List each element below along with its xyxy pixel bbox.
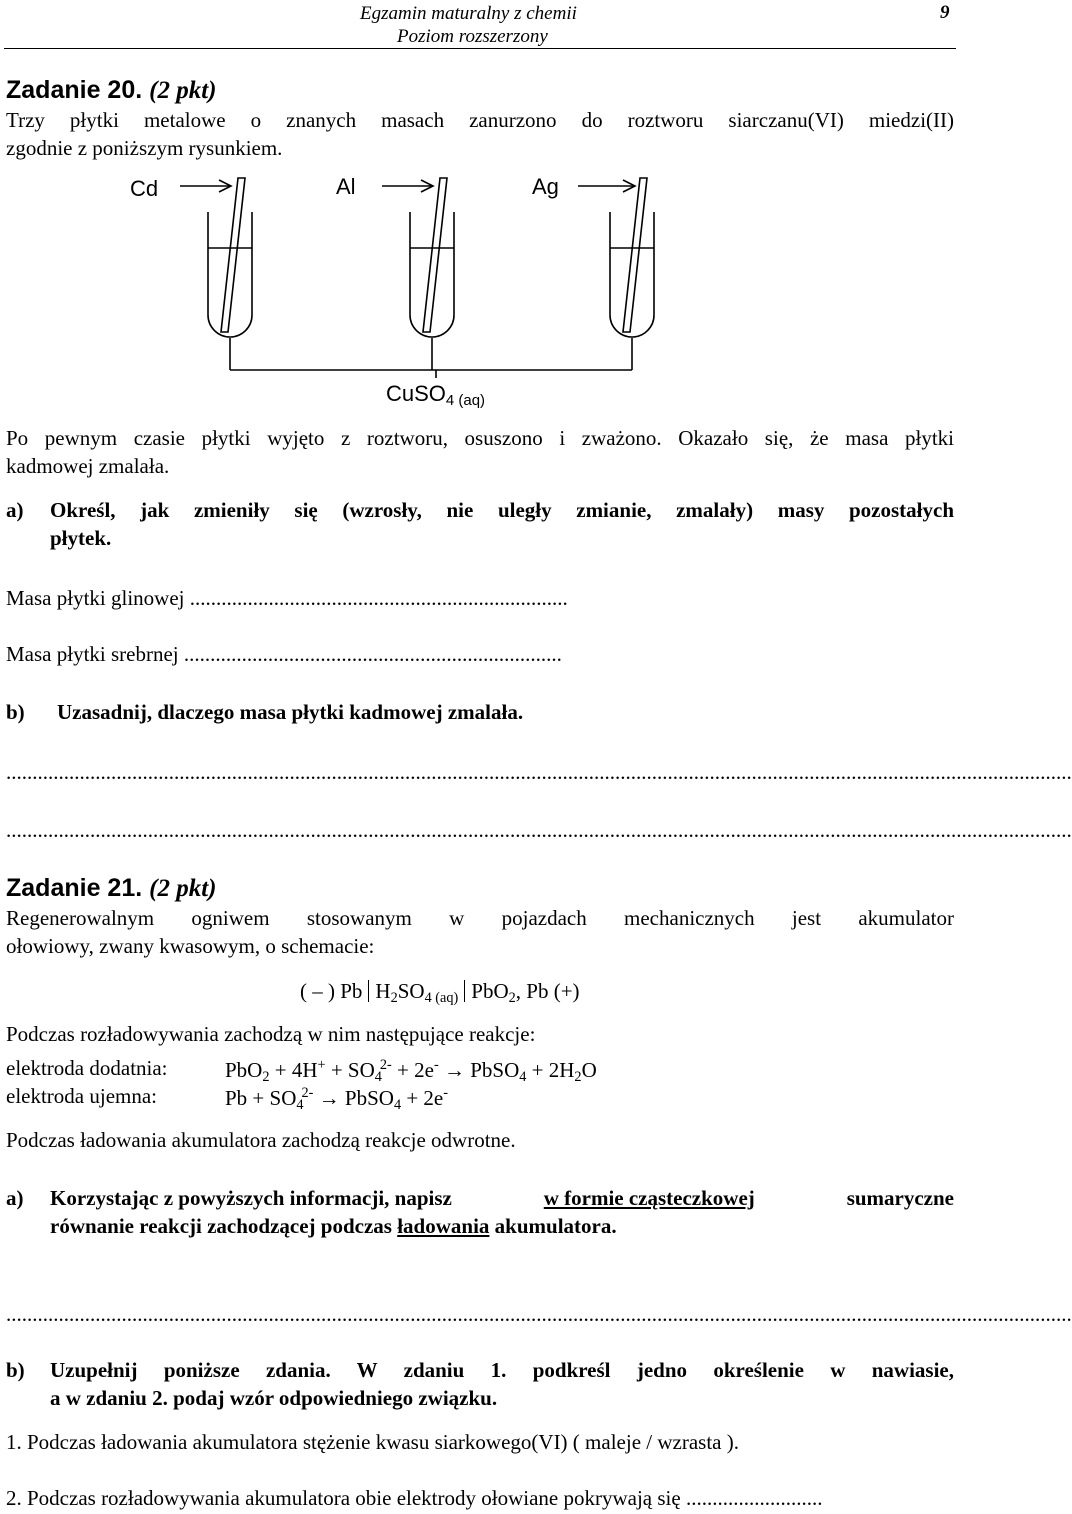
answer-aluminium[interactable]: Masa płytki glinowej ........................................................................ [6, 586, 568, 610]
task21-a-line1 [50, 1188, 954, 1209]
task20-observation-2: kadmowej zmalała. [6, 454, 170, 478]
scheme-negative: ( – ) Pb [300, 979, 363, 1003]
cuso4-sub: 4 (aq) [445, 392, 485, 410]
task21-a-underlined1: w formie cząsteczkowej [543, 1186, 755, 1210]
task21-b-line2: a w zdaniu 2. podaj wzór odpowiedniego związku. [50, 1386, 498, 1410]
task21-intro-2: ołowiowy, zwany kwasowym, o schemacie: [6, 934, 375, 958]
task20-observation-1: Po pewnym czasie płytki wyjęto z roztworu, osuszono i zważono. Okazało się, że masa płytki [6, 426, 954, 450]
task20-answer-line-2[interactable]: ........................................................................................................................................................................................................... [6, 818, 1072, 842]
scheme-electrolyte-sub1: 2 [390, 989, 398, 1006]
task21-a-part3: równanie reakcji zachodzącej podczas [50, 1214, 392, 1238]
task21-heading [6, 876, 216, 901]
task20-intro-1: Trzy płytki metalowe o znanych masach zanurzono do roztworu siarczanu(VI) miedzi(II) [6, 108, 954, 132]
charging-note: Podczas ładowania akumulatora zachodzą reakcje odwrotne. [6, 1128, 516, 1152]
label-cd: Cd [130, 176, 159, 201]
phase-boundary-2 [464, 980, 465, 1002]
scheme-positive-b: , Pb (+) [515, 979, 580, 1003]
reactions-intro: Podczas rozładowywania zachodzą w nim następujące reakcje: [6, 1022, 536, 1046]
task20-a-line1: Określ, jak zmieniły się (wzrosły, nie uległy zmianie, zmalały) masy pozostałych [50, 498, 954, 522]
task21-b-label: b) [6, 1358, 25, 1382]
positive-electrode-equation: $PbO_2 + 4H^+ + SO_4^{2-} + 2e^-$ → PbSO$_4$ + $2H_2O$ [225, 1057, 597, 1085]
scheme-positive-sub: 2 [508, 989, 516, 1006]
task21-a-part2: sumaryczne [846, 1186, 954, 1210]
task20-title: Zadanie 20. [6, 76, 143, 104]
sentence-2[interactable]: 2. Podczas rozładowywania akumulatora obie elektrody ołowiane pokrywają się .......................... [6, 1486, 823, 1510]
page-number: 9 [940, 2, 950, 23]
task21-a-line2 [50, 1216, 617, 1237]
plate-cd [221, 178, 245, 332]
task21-answer-line[interactable]: ........................................................................................................................................................................................................... [6, 1302, 1072, 1326]
scheme-electrolyte-b: SO [397, 979, 425, 1003]
cell-scheme [300, 980, 580, 1005]
task21-a-part1: Korzystając z powyższych informacji, napisz [50, 1186, 452, 1210]
label-cuso4 [386, 383, 485, 409]
label-al: Al [336, 174, 356, 199]
task21-a-label: a) [6, 1186, 24, 1210]
negative-electrode-equation: $Pb + SO_4^{2-}$ → PbSO$_4$ + 2e- [225, 1085, 449, 1113]
plate-ag [623, 178, 647, 332]
task20-a-label: a) [6, 498, 24, 522]
task21-b-line1: Uzupełnij poniższe zdania. W zdaniu 1. podkreśl jedno określenie w nawiasie, [50, 1358, 954, 1382]
plate-al [423, 178, 447, 332]
scheme-electrolyte-a: H [375, 979, 391, 1003]
cuso4-text: CuSO [386, 381, 446, 406]
header-level: Poziom rozszerzony [397, 26, 548, 47]
task20-b-label: b) [6, 700, 25, 724]
task20-heading [6, 78, 216, 103]
scheme-positive-a: PbO [471, 979, 509, 1003]
label-ag: Ag [532, 174, 559, 199]
scheme-electrolyte-sub2: 4 (aq) [424, 989, 459, 1006]
positive-electrode-label: elektroda dodatnia: [6, 1056, 168, 1080]
task20-intro-2: zgodnie z poniższym rysunkiem. [6, 136, 283, 160]
task20-answer-line-1[interactable]: ........................................................................................................................................................................................................... [6, 760, 1072, 784]
task21-a-part4: akumulatora. [494, 1214, 617, 1238]
header-rule [4, 48, 956, 49]
task21-points: (2 pkt) [149, 875, 217, 902]
task20-b-text: Uzasadnij, dlaczego masa płytki kadmowej zmalała. [57, 700, 524, 724]
phase-boundary-1 [368, 980, 369, 1002]
sentence-1[interactable]: 1. Podczas ładowania akumulatora stężenie kwasu siarkowego(VI) ( maleje / wzrasta ). [6, 1430, 739, 1454]
task20-a-line2: płytek. [50, 526, 112, 550]
task21-title: Zadanie 21. [6, 874, 143, 902]
negative-electrode-label: elektroda ujemna: [6, 1084, 158, 1108]
task21-a-underlined2: ładowania [397, 1214, 490, 1238]
answer-silver[interactable]: Masa płytki srebrnej ........................................................................ [6, 642, 562, 666]
header-exam: Egzamin maturalny z chemii [360, 3, 577, 24]
task20-points: (2 pkt) [149, 77, 217, 104]
task21-intro-1: Regenerowalnym ogniwem stosowanym w pojazdach mechanicznych jest akumulator [6, 906, 954, 930]
